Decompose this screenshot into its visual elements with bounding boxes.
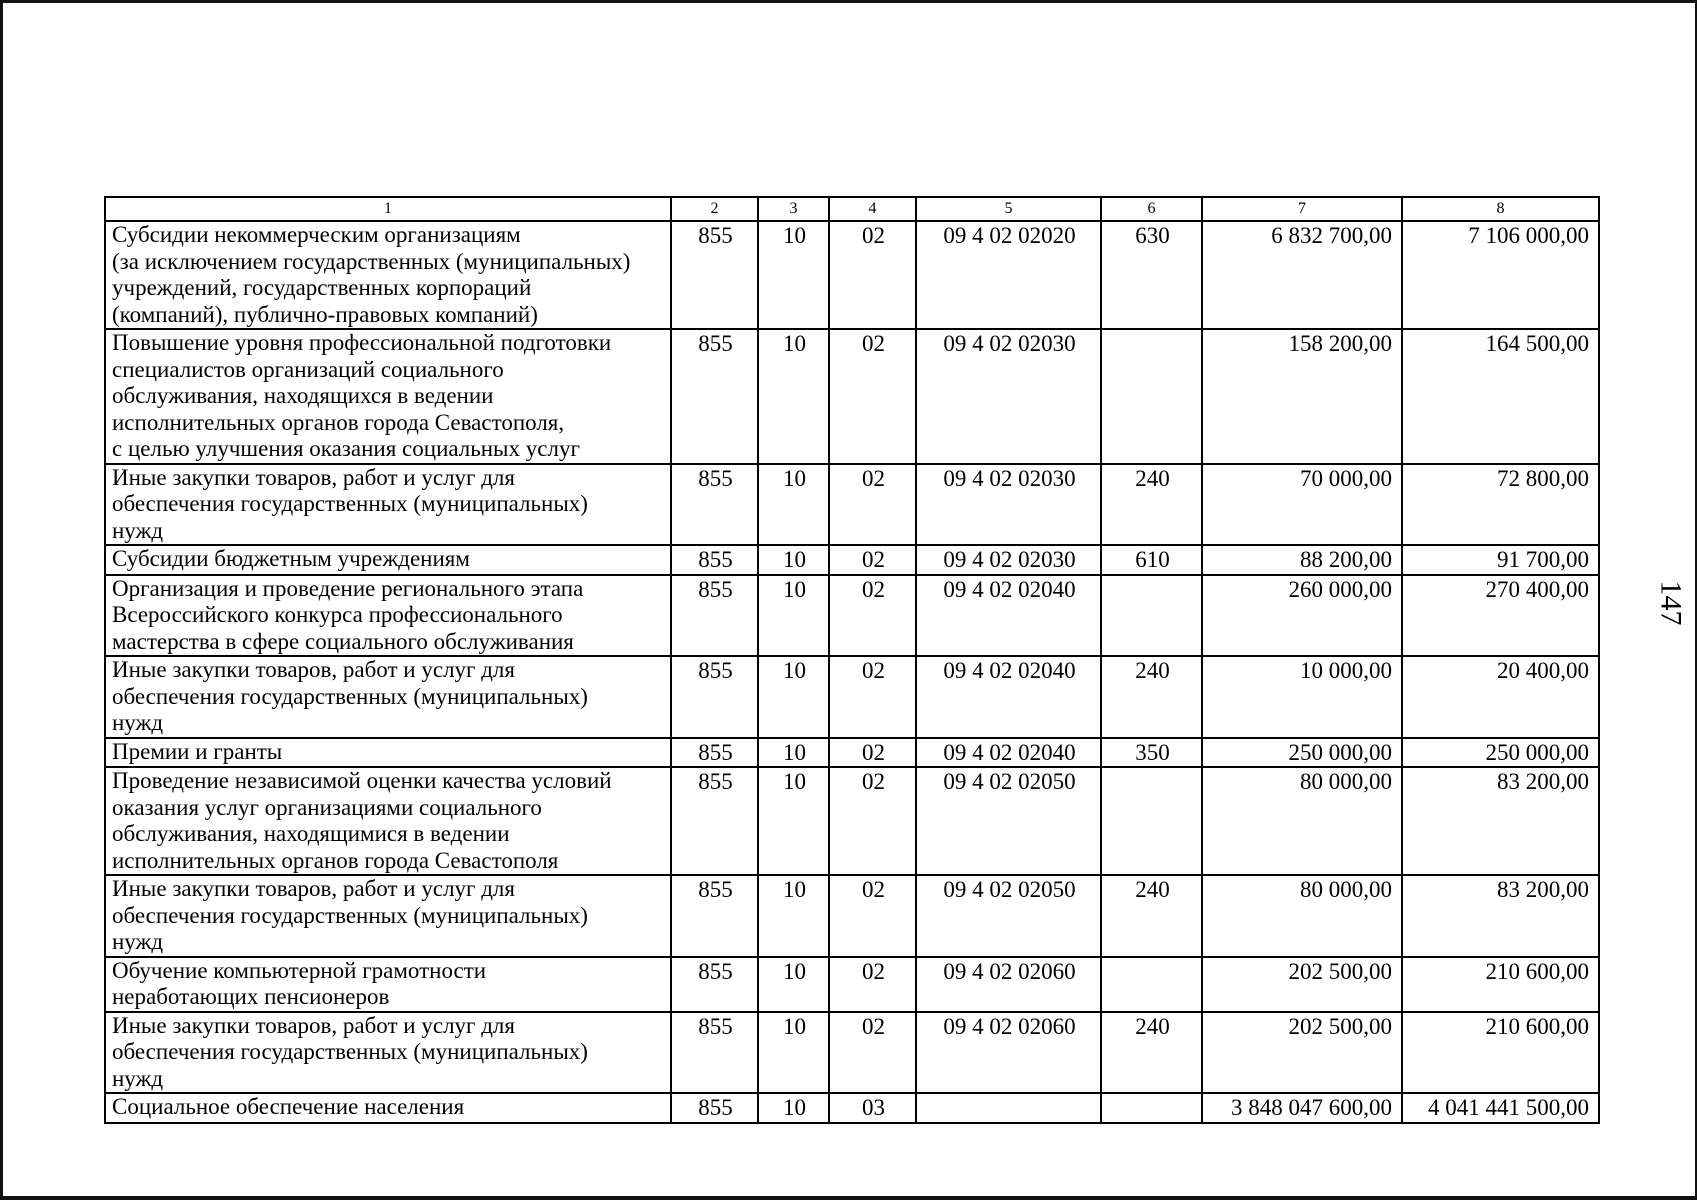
amount-year-1-cell: 88 200,00 bbox=[1202, 545, 1402, 575]
expense-type-cell bbox=[1101, 329, 1202, 464]
table-body bbox=[105, 197, 1599, 1123]
department-code-cell: 855 bbox=[671, 1012, 758, 1094]
amount-year-1-cell: 158 200,00 bbox=[1202, 329, 1402, 464]
amount-year-2-cell: 270 400,00 bbox=[1402, 575, 1599, 657]
section-code-cell: 10 bbox=[758, 767, 829, 875]
table-row bbox=[105, 329, 1599, 464]
amount-year-1-cell: 202 500,00 bbox=[1202, 1012, 1402, 1094]
section-code-cell: 10 bbox=[758, 957, 829, 1012]
section-code-cell: 10 bbox=[758, 545, 829, 575]
item-name-cell: Иные закупки товаров, работ и услуг для обеспечения государственных (муниципальных) нужд bbox=[105, 1012, 671, 1094]
column-header: 1 bbox=[105, 197, 671, 221]
item-name-cell: Иные закупки товаров, работ и услуг для обеспечения государственных (муниципальных) нужд bbox=[105, 875, 671, 957]
expense-type-cell: 240 bbox=[1101, 656, 1202, 738]
target-article-cell: 09 4 02 02040 bbox=[916, 575, 1101, 657]
subsection-code-cell: 02 bbox=[829, 875, 916, 957]
subsection-code-cell: 02 bbox=[829, 1012, 916, 1094]
department-code-cell: 855 bbox=[671, 957, 758, 1012]
department-code-cell: 855 bbox=[671, 575, 758, 657]
table-row bbox=[105, 957, 1599, 1012]
amount-year-2-cell: 210 600,00 bbox=[1402, 957, 1599, 1012]
amount-year-2-cell: 164 500,00 bbox=[1402, 329, 1599, 464]
item-name-cell: Иные закупки товаров, работ и услуг для обеспечения государственных (муниципальных) нужд bbox=[105, 656, 671, 738]
table-row bbox=[105, 1093, 1599, 1123]
item-name-cell: Повышение уровня профессиональной подготовки специалистов организаций социального обслуживания, находящихся в ведении исполнительных органов города Севастополя, с целью улучшения оказания социальных услуг bbox=[105, 329, 671, 464]
section-code-cell: 10 bbox=[758, 875, 829, 957]
item-name-cell: Социальное обеспечение населения bbox=[105, 1093, 671, 1123]
table-row bbox=[105, 1012, 1599, 1094]
page-bottom-edge bbox=[0, 1196, 1697, 1200]
amount-year-1-cell: 260 000,00 bbox=[1202, 575, 1402, 657]
item-name-cell: Субсидии бюджетным учреждениям bbox=[105, 545, 671, 575]
amount-year-2-cell: 91 700,00 bbox=[1402, 545, 1599, 575]
department-code-cell: 855 bbox=[671, 329, 758, 464]
target-article-cell: 09 4 02 02030 bbox=[916, 464, 1101, 546]
target-article-cell: 09 4 02 02050 bbox=[916, 875, 1101, 957]
expense-type-cell: 630 bbox=[1101, 221, 1202, 329]
table-row bbox=[105, 221, 1599, 329]
section-code-cell: 10 bbox=[758, 656, 829, 738]
amount-year-2-cell: 250 000,00 bbox=[1402, 738, 1599, 768]
amount-year-2-cell: 210 600,00 bbox=[1402, 1012, 1599, 1094]
table-row bbox=[105, 464, 1599, 546]
amount-year-1-cell: 70 000,00 bbox=[1202, 464, 1402, 546]
item-name-cell: Обучение компьютерной грамотности неработающих пенсионеров bbox=[105, 957, 671, 1012]
column-number-header-row bbox=[105, 197, 1599, 221]
subsection-code-cell: 02 bbox=[829, 957, 916, 1012]
column-header: 6 bbox=[1101, 197, 1202, 221]
department-code-cell: 855 bbox=[671, 767, 758, 875]
table-row bbox=[105, 656, 1599, 738]
item-name-cell: Организация и проведение регионального этапа Всероссийского конкурса профессионального мастерства в сфере социального обслуживания bbox=[105, 575, 671, 657]
expense-type-cell: 240 bbox=[1101, 1012, 1202, 1094]
subsection-code-cell: 02 bbox=[829, 575, 916, 657]
section-code-cell: 10 bbox=[758, 221, 829, 329]
section-code-cell: 10 bbox=[758, 575, 829, 657]
expense-type-cell: 240 bbox=[1101, 464, 1202, 546]
target-article-cell: 09 4 02 02030 bbox=[916, 545, 1101, 575]
section-code-cell: 10 bbox=[758, 464, 829, 546]
department-code-cell: 855 bbox=[671, 875, 758, 957]
table-row bbox=[105, 738, 1599, 768]
department-code-cell: 855 bbox=[671, 221, 758, 329]
column-header: 4 bbox=[829, 197, 916, 221]
target-article-cell: 09 4 02 02030 bbox=[916, 329, 1101, 464]
target-article-cell: 09 4 02 02040 bbox=[916, 656, 1101, 738]
target-article-cell: 09 4 02 02060 bbox=[916, 957, 1101, 1012]
subsection-code-cell: 02 bbox=[829, 738, 916, 768]
department-code-cell: 855 bbox=[671, 464, 758, 546]
column-header: 8 bbox=[1402, 197, 1599, 221]
expense-type-cell bbox=[1101, 957, 1202, 1012]
expense-type-cell: 350 bbox=[1101, 738, 1202, 768]
subsection-code-cell: 02 bbox=[829, 464, 916, 546]
amount-year-1-cell: 6 832 700,00 bbox=[1202, 221, 1402, 329]
column-header: 2 bbox=[671, 197, 758, 221]
amount-year-1-cell: 10 000,00 bbox=[1202, 656, 1402, 738]
amount-year-2-cell: 7 106 000,00 bbox=[1402, 221, 1599, 329]
amount-year-2-cell: 20 400,00 bbox=[1402, 656, 1599, 738]
amount-year-1-cell: 250 000,00 bbox=[1202, 738, 1402, 768]
subsection-code-cell: 02 bbox=[829, 656, 916, 738]
amount-year-1-cell: 202 500,00 bbox=[1202, 957, 1402, 1012]
target-article-cell bbox=[916, 1093, 1101, 1123]
amount-year-2-cell: 4 041 441 500,00 bbox=[1402, 1093, 1599, 1123]
department-code-cell: 855 bbox=[671, 1093, 758, 1123]
department-code-cell: 855 bbox=[671, 656, 758, 738]
expense-type-cell bbox=[1101, 767, 1202, 875]
budget-table bbox=[104, 196, 1600, 1124]
item-name-cell: Иные закупки товаров, работ и услуг для обеспечения государственных (муниципальных) нужд bbox=[105, 464, 671, 546]
item-name-cell: Проведение независимой оценки качества условий оказания услуг организациями социального обслуживания, находящимися в ведении исполнительных органов города Севастополя bbox=[105, 767, 671, 875]
column-header: 5 bbox=[916, 197, 1101, 221]
item-name-cell: Субсидии некоммерческим организациям (за исключением государственных (муниципальных) учреждений, государственных корпораций (компаний), публично-правовых компаний) bbox=[105, 221, 671, 329]
expense-type-cell bbox=[1101, 575, 1202, 657]
amount-year-2-cell: 72 800,00 bbox=[1402, 464, 1599, 546]
target-article-cell: 09 4 02 02040 bbox=[916, 738, 1101, 768]
table-row bbox=[105, 875, 1599, 957]
department-code-cell: 855 bbox=[671, 738, 758, 768]
column-header: 3 bbox=[758, 197, 829, 221]
amount-year-1-cell: 80 000,00 bbox=[1202, 767, 1402, 875]
expense-type-cell: 240 bbox=[1101, 875, 1202, 957]
section-code-cell: 10 bbox=[758, 329, 829, 464]
target-article-cell: 09 4 02 02050 bbox=[916, 767, 1101, 875]
table-row bbox=[105, 767, 1599, 875]
amount-year-1-cell: 80 000,00 bbox=[1202, 875, 1402, 957]
section-code-cell: 10 bbox=[758, 738, 829, 768]
section-code-cell: 10 bbox=[758, 1012, 829, 1094]
subsection-code-cell: 02 bbox=[829, 545, 916, 575]
amount-year-1-cell: 3 848 047 600,00 bbox=[1202, 1093, 1402, 1123]
subsection-code-cell: 02 bbox=[829, 767, 916, 875]
column-header: 7 bbox=[1202, 197, 1402, 221]
item-name-cell: Премии и гранты bbox=[105, 738, 671, 768]
subsection-code-cell: 02 bbox=[829, 329, 916, 464]
table-row bbox=[105, 545, 1599, 575]
amount-year-2-cell: 83 200,00 bbox=[1402, 767, 1599, 875]
table-row bbox=[105, 575, 1599, 657]
target-article-cell: 09 4 02 02020 bbox=[916, 221, 1101, 329]
amount-year-2-cell: 83 200,00 bbox=[1402, 875, 1599, 957]
subsection-code-cell: 03 bbox=[829, 1093, 916, 1123]
target-article-cell: 09 4 02 02060 bbox=[916, 1012, 1101, 1094]
department-code-cell: 855 bbox=[671, 545, 758, 575]
expense-type-cell: 610 bbox=[1101, 545, 1202, 575]
section-code-cell: 10 bbox=[758, 1093, 829, 1123]
subsection-code-cell: 02 bbox=[829, 221, 916, 329]
page-number: 147 bbox=[1654, 580, 1688, 626]
expense-type-cell bbox=[1101, 1093, 1202, 1123]
